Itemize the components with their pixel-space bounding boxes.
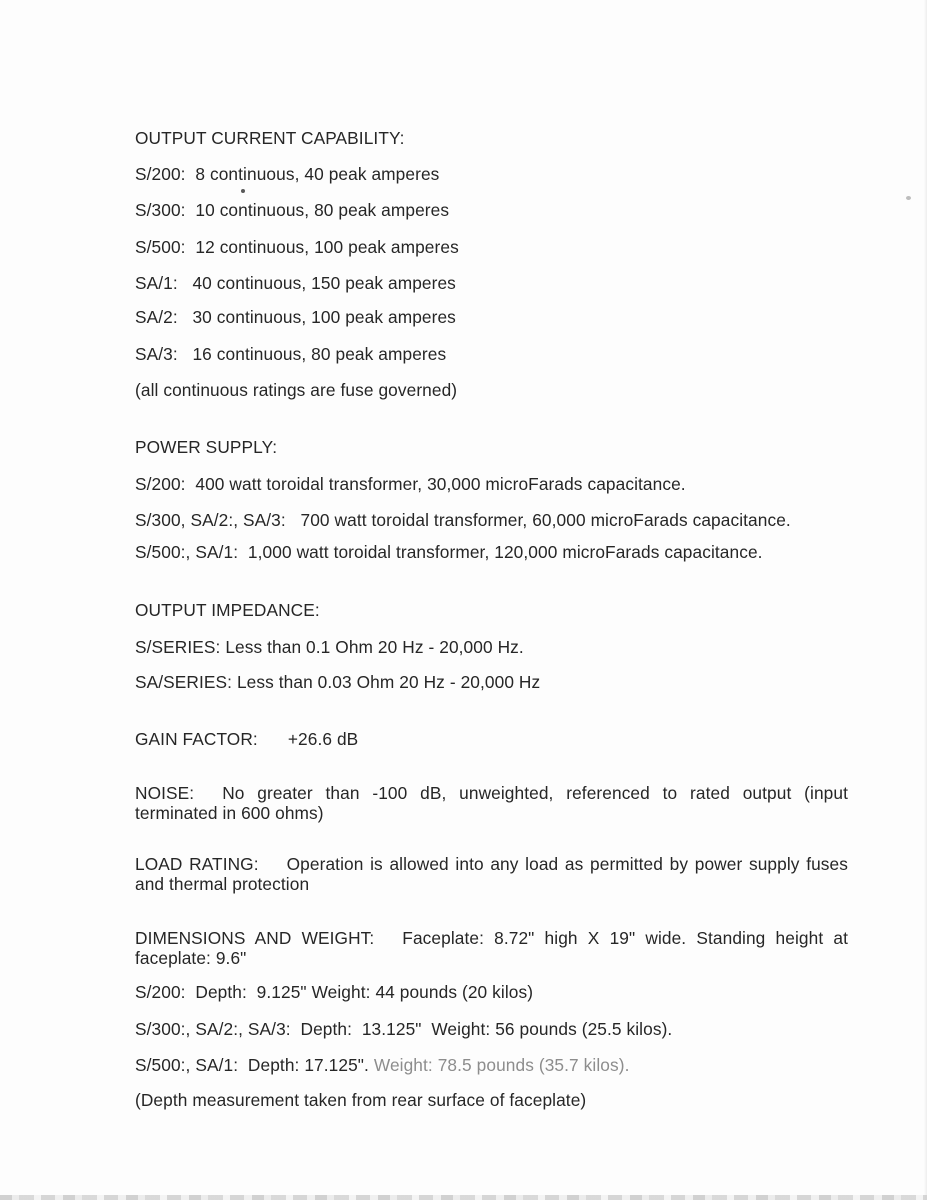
spec-line-s200-power: S/200: 400 watt toroidal transformer, 30,000 microFarads capacitance. bbox=[135, 474, 686, 494]
spec-line-s200-current: S/200: 8 continuous, 40 peak amperes bbox=[135, 164, 440, 184]
spec-line-s500-current: S/500: 12 continuous, 100 peak amperes bbox=[135, 237, 459, 257]
gain-factor-label: GAIN FACTOR: bbox=[135, 729, 258, 749]
dimensions-weight-paragraph bbox=[135, 929, 848, 968]
dimensions-weight-label: DIMENSIONS AND WEIGHT: bbox=[135, 928, 375, 948]
gain-factor-value: +26.6 dB bbox=[287, 729, 359, 749]
scan-speck-artifact bbox=[906, 196, 911, 200]
noise-label: NOISE: bbox=[135, 783, 195, 803]
spec-line-s500-depth bbox=[135, 1055, 629, 1075]
spec-line-sa3-current: SA/3: 16 continuous, 80 peak amperes bbox=[135, 344, 447, 364]
section-heading-output-impedance: OUTPUT IMPEDANCE: bbox=[135, 600, 320, 620]
spec-line-sa1-current: SA/1: 40 continuous, 150 peak amperes bbox=[135, 273, 456, 293]
gain-factor-line bbox=[135, 729, 358, 749]
load-rating-label: LOAD RATING: bbox=[135, 854, 259, 874]
dimensions-weight-text: Faceplate: 8.72" high X 19" wide. Standing height at faceplate: 9.6" bbox=[135, 928, 848, 968]
spec-line-sa-series-impedance: SA/SERIES: Less than 0.03 Ohm 20 Hz - 20,000 Hz bbox=[135, 672, 541, 692]
section-heading-output-current: OUTPUT CURRENT CAPABILITY: bbox=[135, 128, 405, 148]
spec-line-s200-depth: S/200: Depth: 9.125" Weight: 44 pounds (20 kilos) bbox=[135, 982, 534, 1002]
spec-line-s300-depth: S/300:, SA/2:, SA/3: Depth: 13.125" Weight: 56 pounds (25.5 kilos). bbox=[135, 1019, 673, 1039]
noise-text: No greater than -100 dB, unweighted, referenced to rated output (input terminated in 600 ohms) bbox=[135, 783, 848, 823]
s500-depth-dark-text: S/500:, SA/1: Depth: 17.125". bbox=[135, 1055, 374, 1075]
load-rating-text: Operation is allowed into any load as permitted by power supply fuses and thermal protection bbox=[135, 854, 848, 894]
spec-line-s300-current: S/300: 10 continuous, 80 peak amperes bbox=[135, 200, 450, 220]
spec-line-s500-power: S/500:, SA/1: 1,000 watt toroidal transformer, 120,000 microFarads capacitance. bbox=[135, 542, 763, 562]
scan-speck-artifact bbox=[241, 189, 245, 193]
load-rating-paragraph bbox=[135, 855, 848, 894]
spec-line-s300-power: S/300, SA/2:, SA/3: 700 watt toroidal transformer, 60,000 microFarads capacitance. bbox=[135, 510, 791, 530]
scan-bottom-edge-artifact bbox=[0, 1195, 927, 1200]
noise-paragraph bbox=[135, 784, 848, 823]
section-heading-power-supply: POWER SUPPLY: bbox=[135, 437, 278, 457]
spec-line-sa2-current: SA/2: 30 continuous, 100 peak amperes bbox=[135, 307, 456, 327]
spec-line-s-series-impedance: S/SERIES: Less than 0.1 Ohm 20 Hz - 20,000 Hz. bbox=[135, 637, 524, 657]
s500-depth-faded-text: Weight: 78.5 pounds (35.7 kilos). bbox=[373, 1055, 630, 1075]
depth-measurement-note: (Depth measurement taken from rear surface of faceplate) bbox=[135, 1090, 587, 1110]
fuse-governed-note: (all continuous ratings are fuse governed) bbox=[135, 380, 458, 400]
